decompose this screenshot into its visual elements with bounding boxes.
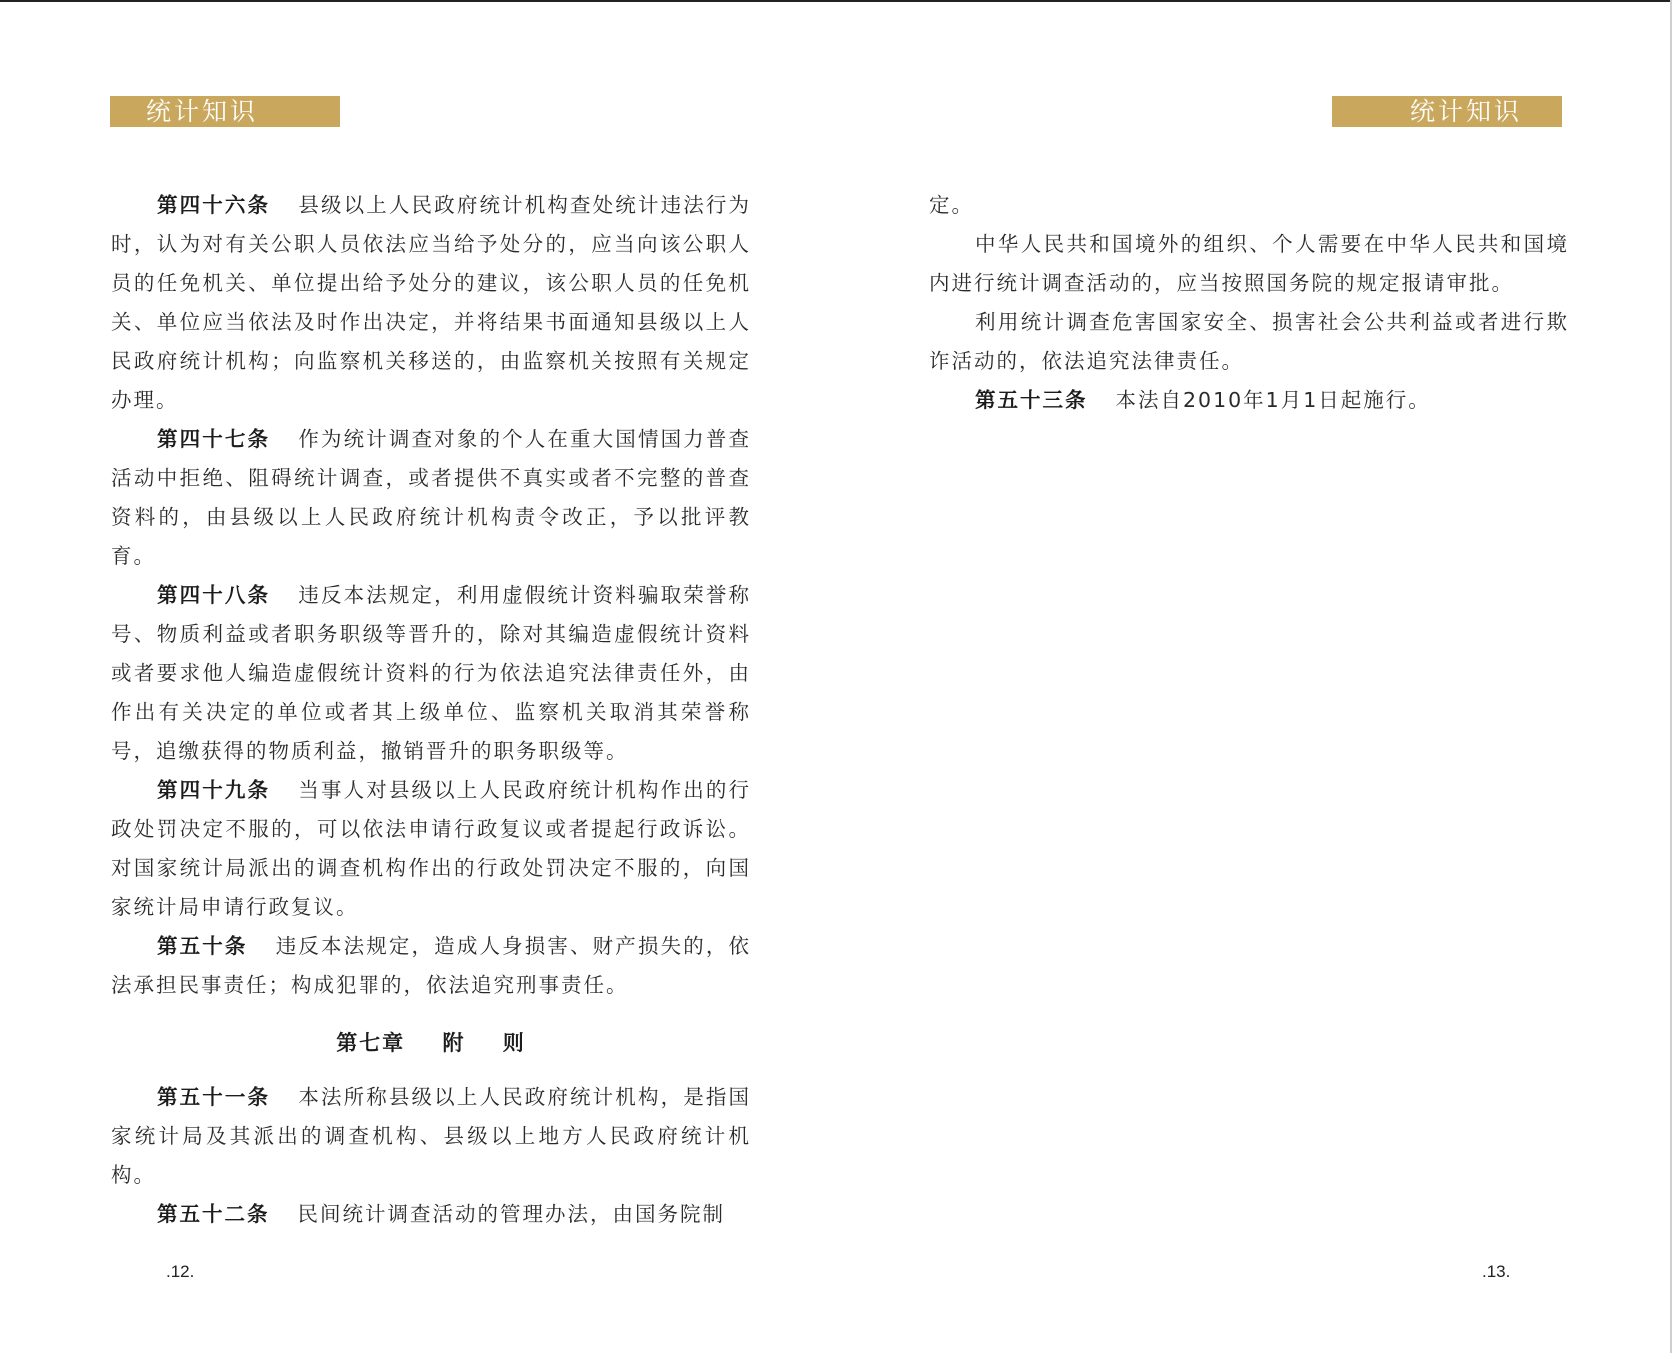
right-body-text: [929, 186, 1569, 420]
article-title: 第五十条: [157, 934, 248, 958]
article-50: [111, 927, 751, 1005]
article-body: 县级以上人民政府统计机构查处统计违法行为时，认为对有关公职人员依法应当给予处分的，应当向该公职人员的任免机关、单位提出给予处分的建议，该公职人员的任免机关、单位应当依法及时作出决定，并将结果书面通知县级以上人民政府统计机构；向监察机关移送的，由监察机关按照有关规定办理。: [111, 193, 752, 412]
left-body-text: [111, 186, 751, 1234]
article-title: 第四十八条: [157, 583, 271, 607]
article-title: 第五十二条: [157, 1202, 270, 1226]
right-header-title: 统计知识: [1410, 97, 1523, 126]
article-46: [111, 186, 751, 420]
article-body: 作为统计调查对象的个人在重大国情国力普查活动中拒绝、阻碍统计调查，或者提供不真实或者不完整的普查资料的，由县级以上人民政府统计机构责令改正，予以批评教育。: [111, 427, 752, 568]
article-51: [111, 1078, 751, 1195]
article-title: 第四十九条: [157, 778, 271, 802]
left-header-band: [110, 96, 340, 127]
article-title: 第四十七条: [157, 427, 271, 451]
article-body: 当事人对县级以上人民政府统计机构作出的行政处罚决定不服的，可以依法申请行政复议或者提起行政诉讼。对国家统计局派出的调查机构作出的行政处罚决定不服的，向国家统计局申请行政复议。: [111, 778, 752, 919]
continuation-text: 定。: [929, 193, 974, 217]
article-48: [111, 576, 751, 771]
page-number-left: .12.: [166, 1262, 195, 1281]
article-body: 违反本法规定，利用虚假统计资料骗取荣誉称号、物质利益或者职务职级等晋升的，除对其编造虚假统计资料或者要求他人编造虚假统计资料的行为依法追究法律责任外，由作出有关决定的单位或者其上级单位、监察机关取消其荣誉称号，追缴获得的物质利益，撤销晋升的职务职级等。: [111, 583, 752, 763]
page-number-right: .13.: [1482, 1262, 1511, 1281]
chapter-heading: 第七章 附 则: [336, 1031, 526, 1055]
paragraph: 利用统计调查危害国家安全、损害社会公共利益或者进行欺诈活动的，依法追究法律责任。: [929, 310, 1569, 373]
paragraph: 中华人民共和国境外的组织、个人需要在中华人民共和国境内进行统计调查活动的，应当按照国务院的规定报请审批。: [929, 232, 1569, 295]
left-header-title: 统计知识: [146, 97, 259, 126]
article-53: [929, 381, 1569, 420]
article-title: 第四十六条: [157, 193, 271, 217]
article-47: [111, 420, 751, 576]
article-body: 本法所称县级以上人民政府统计机构，是指国家统计局及其派出的调查机构、县级以上地方人民政府统计机构。: [111, 1085, 752, 1187]
article-52: [111, 1195, 751, 1234]
article-body: 民间统计调查活动的管理办法，由国务院制: [297, 1202, 725, 1226]
right-header-band: [1332, 96, 1562, 127]
article-body: 违反本法规定，造成人身损害、财产损失的，依法承担民事责任；构成犯罪的，依法追究刑事责任。: [111, 934, 752, 997]
article-title: 第五十一条: [157, 1085, 271, 1109]
right-page: [836, 0, 1672, 1353]
article-title: 第五十三条: [975, 388, 1088, 412]
article-49: [111, 771, 751, 927]
article-body: 本法自2010年1月1日起施行。: [1115, 388, 1431, 412]
